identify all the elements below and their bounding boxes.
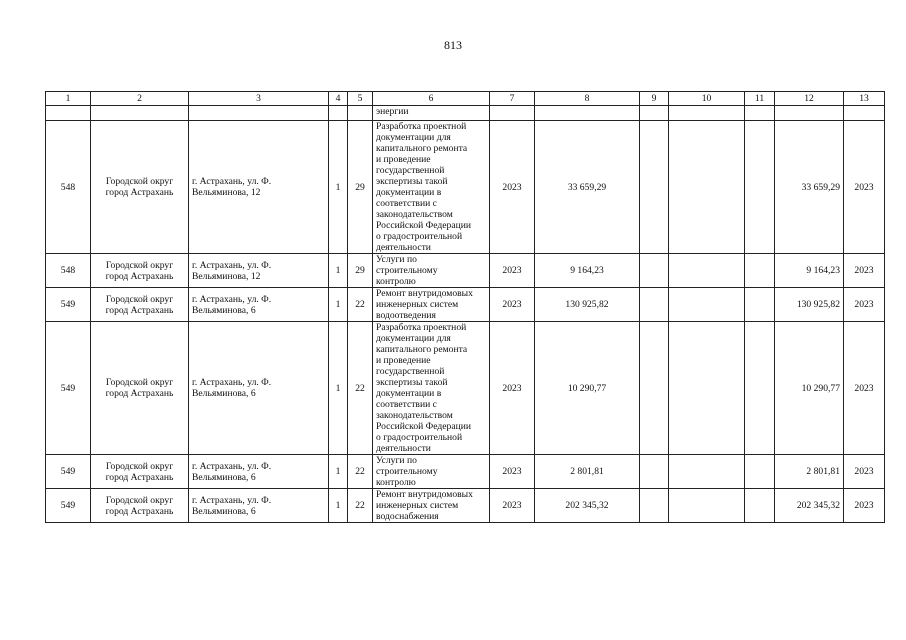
work-description-line: Разработка проектной bbox=[376, 121, 467, 132]
address-line: г. Астрахань, ул. Ф. bbox=[192, 259, 272, 271]
cost-cell: 202 345,32 bbox=[535, 489, 640, 523]
work-description-line: деятельности bbox=[376, 443, 431, 454]
work-description-line: законодательством bbox=[376, 410, 453, 421]
table-row bbox=[46, 121, 885, 254]
address-line: г. Астрахань, ул. Ф. bbox=[192, 176, 272, 187]
column-number: 4 bbox=[329, 92, 348, 106]
year-cell: 2023 bbox=[490, 489, 535, 523]
col4-cell: 1 bbox=[329, 254, 348, 288]
col9-cell bbox=[640, 455, 669, 489]
col11-cell bbox=[745, 288, 775, 322]
column-number: 13 bbox=[844, 92, 885, 106]
column-number: 1 bbox=[46, 92, 91, 106]
work-description-line: Разработка проектной bbox=[376, 322, 467, 333]
year-cell: 2023 bbox=[490, 322, 535, 455]
year-cell: 2023 bbox=[490, 254, 535, 288]
cell-empty bbox=[745, 106, 775, 121]
work-description-cell bbox=[373, 288, 490, 322]
address-cell bbox=[189, 288, 329, 322]
work-description-line: о градостроительной bbox=[376, 432, 463, 443]
completion-year-cell: 2023 bbox=[844, 322, 885, 455]
work-description-line: строительному bbox=[376, 466, 438, 477]
address-line: г. Астрахань, ул. Ф. bbox=[192, 377, 272, 388]
year-cell: 2023 bbox=[490, 121, 535, 254]
col5-cell: 29 bbox=[348, 121, 373, 254]
total-cost-cell: 9 164,23 bbox=[775, 254, 844, 288]
column-number: 2 bbox=[91, 92, 189, 106]
work-description-line: соответствии с bbox=[376, 399, 437, 410]
work-description-line: Услуги по bbox=[376, 254, 417, 265]
cost-cell: 130 925,82 bbox=[535, 288, 640, 322]
cell-empty bbox=[669, 106, 745, 121]
municipality-cell bbox=[91, 322, 189, 455]
work-description-line: документации для bbox=[376, 132, 451, 143]
work-description-line: контролю bbox=[376, 276, 416, 287]
col9-cell bbox=[640, 489, 669, 523]
registry-body bbox=[46, 92, 885, 523]
col5-cell: 29 bbox=[348, 254, 373, 288]
work-description-line: экспертизы такой bbox=[376, 176, 448, 187]
column-number: 12 bbox=[775, 92, 844, 106]
work-description-line: государственной bbox=[376, 366, 445, 377]
col11-cell bbox=[745, 121, 775, 254]
work-description-line: Ремонт внутридомовых bbox=[376, 288, 473, 299]
cell-empty bbox=[844, 106, 885, 121]
municipality-line: город Астрахань bbox=[105, 304, 174, 316]
cell-empty bbox=[46, 106, 91, 121]
work-description-line: и проведение bbox=[376, 154, 431, 165]
col5-cell: 22 bbox=[348, 288, 373, 322]
col11-cell bbox=[745, 455, 775, 489]
address-line: Вельяминова, 12 bbox=[192, 270, 261, 282]
cell-empty bbox=[535, 106, 640, 121]
year-cell: 2023 bbox=[490, 455, 535, 489]
continuation-text: энергии bbox=[373, 106, 490, 121]
total-cost-cell: 130 925,82 bbox=[775, 288, 844, 322]
municipality-line: Городской округ bbox=[105, 176, 174, 187]
cost-cell: 2 801,81 bbox=[535, 455, 640, 489]
continuation-row bbox=[46, 106, 885, 121]
table-row bbox=[46, 489, 885, 523]
row-id: 548 bbox=[46, 254, 91, 288]
work-description-line: соответствии с bbox=[376, 198, 437, 209]
work-description-line: деятельности bbox=[376, 242, 431, 253]
column-number-row bbox=[46, 92, 885, 106]
municipality-line: город Астрахань bbox=[105, 270, 174, 282]
col10-cell bbox=[669, 121, 745, 254]
column-number: 10 bbox=[669, 92, 745, 106]
row-id: 548 bbox=[46, 121, 91, 254]
work-description-line: инженерных систем bbox=[376, 500, 459, 511]
work-description-line: водоснабжения bbox=[376, 511, 439, 522]
table-row bbox=[46, 455, 885, 489]
col10-cell bbox=[669, 254, 745, 288]
year-cell: 2023 bbox=[490, 288, 535, 322]
cell-empty bbox=[640, 106, 669, 121]
column-number: 5 bbox=[348, 92, 373, 106]
col4-cell: 1 bbox=[329, 322, 348, 455]
col9-cell bbox=[640, 254, 669, 288]
cost-cell: 10 290,77 bbox=[535, 322, 640, 455]
municipality-line: Городской округ bbox=[105, 259, 174, 271]
municipality-line: Городской округ bbox=[105, 293, 174, 305]
table-row bbox=[46, 288, 885, 322]
work-description-cell bbox=[373, 254, 490, 288]
cost-cell: 9 164,23 bbox=[535, 254, 640, 288]
municipality-line: Городской округ bbox=[105, 494, 174, 506]
col4-cell: 1 bbox=[329, 489, 348, 523]
col9-cell bbox=[640, 288, 669, 322]
address-line: г. Астрахань, ул. Ф. bbox=[192, 494, 272, 506]
cell-empty bbox=[189, 106, 329, 121]
row-id: 549 bbox=[46, 489, 91, 523]
col5-cell: 22 bbox=[348, 455, 373, 489]
work-description-line: Российской Федерации bbox=[376, 220, 471, 231]
work-description-line: Услуги по bbox=[376, 455, 417, 466]
work-description-cell bbox=[373, 489, 490, 523]
work-description-line: о градостроительной bbox=[376, 231, 463, 242]
total-cost-cell: 202 345,32 bbox=[775, 489, 844, 523]
registry-table bbox=[45, 91, 885, 523]
column-number: 8 bbox=[535, 92, 640, 106]
municipality-cell bbox=[91, 489, 189, 523]
municipality-line: Городской округ bbox=[105, 377, 174, 388]
col11-cell bbox=[745, 254, 775, 288]
completion-year-cell: 2023 bbox=[844, 455, 885, 489]
municipality-cell bbox=[91, 254, 189, 288]
work-description-line: Ремонт внутридомовых bbox=[376, 489, 473, 500]
municipality-line: Городской округ bbox=[105, 460, 174, 472]
col5-cell: 22 bbox=[348, 322, 373, 455]
work-description-line: документации в bbox=[376, 187, 442, 198]
col11-cell bbox=[745, 489, 775, 523]
work-description-cell bbox=[373, 455, 490, 489]
cell-empty bbox=[91, 106, 189, 121]
table-row bbox=[46, 254, 885, 288]
work-description-line: Российской Федерации bbox=[376, 421, 471, 432]
completion-year-cell: 2023 bbox=[844, 489, 885, 523]
page-number: 813 bbox=[444, 38, 462, 52]
cell-empty bbox=[490, 106, 535, 121]
address-line: г. Астрахань, ул. Ф. bbox=[192, 460, 272, 472]
work-description-line: экспертизы такой bbox=[376, 377, 448, 388]
table-row bbox=[46, 322, 885, 455]
municipality-cell bbox=[91, 121, 189, 254]
row-id: 549 bbox=[46, 322, 91, 455]
col4-cell: 1 bbox=[329, 455, 348, 489]
col10-cell bbox=[669, 288, 745, 322]
total-cost-cell: 2 801,81 bbox=[775, 455, 844, 489]
work-description-line: капитального ремонта bbox=[376, 143, 468, 154]
municipality-line: город Астрахань bbox=[105, 505, 174, 517]
col10-cell bbox=[669, 455, 745, 489]
col5-cell: 22 bbox=[348, 489, 373, 523]
work-description-line: документации в bbox=[376, 388, 442, 399]
column-number: 6 bbox=[373, 92, 490, 106]
work-description-line: и проведение bbox=[376, 355, 431, 366]
row-id: 549 bbox=[46, 288, 91, 322]
cell-empty bbox=[348, 106, 373, 121]
address-line: г. Астрахань, ул. Ф. bbox=[192, 293, 272, 305]
column-number: 9 bbox=[640, 92, 669, 106]
work-description-line: государственной bbox=[376, 165, 445, 176]
work-description-line: капитального ремонта bbox=[376, 344, 468, 355]
address-cell bbox=[189, 121, 329, 254]
address-line: Вельяминова, 6 bbox=[192, 505, 256, 517]
work-description-line: законодательством bbox=[376, 209, 453, 220]
work-description-line: документации для bbox=[376, 333, 451, 344]
work-description-cell bbox=[373, 121, 490, 254]
col9-cell bbox=[640, 121, 669, 254]
address-line: Вельяминова, 6 bbox=[192, 304, 256, 316]
total-cost-cell: 10 290,77 bbox=[775, 322, 844, 455]
address-cell bbox=[189, 254, 329, 288]
col10-cell bbox=[669, 322, 745, 455]
col11-cell bbox=[745, 322, 775, 455]
address-line: Вельяминова, 6 bbox=[192, 471, 256, 483]
cell-empty bbox=[775, 106, 844, 121]
col4-cell: 1 bbox=[329, 288, 348, 322]
municipality-cell bbox=[91, 455, 189, 489]
completion-year-cell: 2023 bbox=[844, 288, 885, 322]
address-line: Вельяминова, 6 bbox=[192, 388, 256, 399]
cell-empty bbox=[329, 106, 348, 121]
municipality-line: город Астрахань bbox=[105, 388, 174, 399]
address-cell bbox=[189, 489, 329, 523]
col4-cell: 1 bbox=[329, 121, 348, 254]
completion-year-cell: 2023 bbox=[844, 121, 885, 254]
column-number: 11 bbox=[745, 92, 775, 106]
municipality-cell bbox=[91, 288, 189, 322]
municipality-line: город Астрахань bbox=[105, 471, 174, 483]
address-cell bbox=[189, 455, 329, 489]
work-description-line: инженерных систем bbox=[376, 299, 459, 310]
address-cell bbox=[189, 322, 329, 455]
completion-year-cell: 2023 bbox=[844, 254, 885, 288]
col9-cell bbox=[640, 322, 669, 455]
work-description-line: водоотведения bbox=[376, 310, 436, 321]
work-description-line: контролю bbox=[376, 477, 416, 488]
cost-cell: 33 659,29 bbox=[535, 121, 640, 254]
column-number: 3 bbox=[189, 92, 329, 106]
work-description-cell bbox=[373, 322, 490, 455]
col10-cell bbox=[669, 489, 745, 523]
work-description-line: строительному bbox=[376, 265, 438, 276]
total-cost-cell: 33 659,29 bbox=[775, 121, 844, 254]
municipality-line: город Астрахань bbox=[105, 187, 174, 198]
row-id: 549 bbox=[46, 455, 91, 489]
address-line: Вельяминова, 12 bbox=[192, 187, 261, 198]
column-number: 7 bbox=[490, 92, 535, 106]
